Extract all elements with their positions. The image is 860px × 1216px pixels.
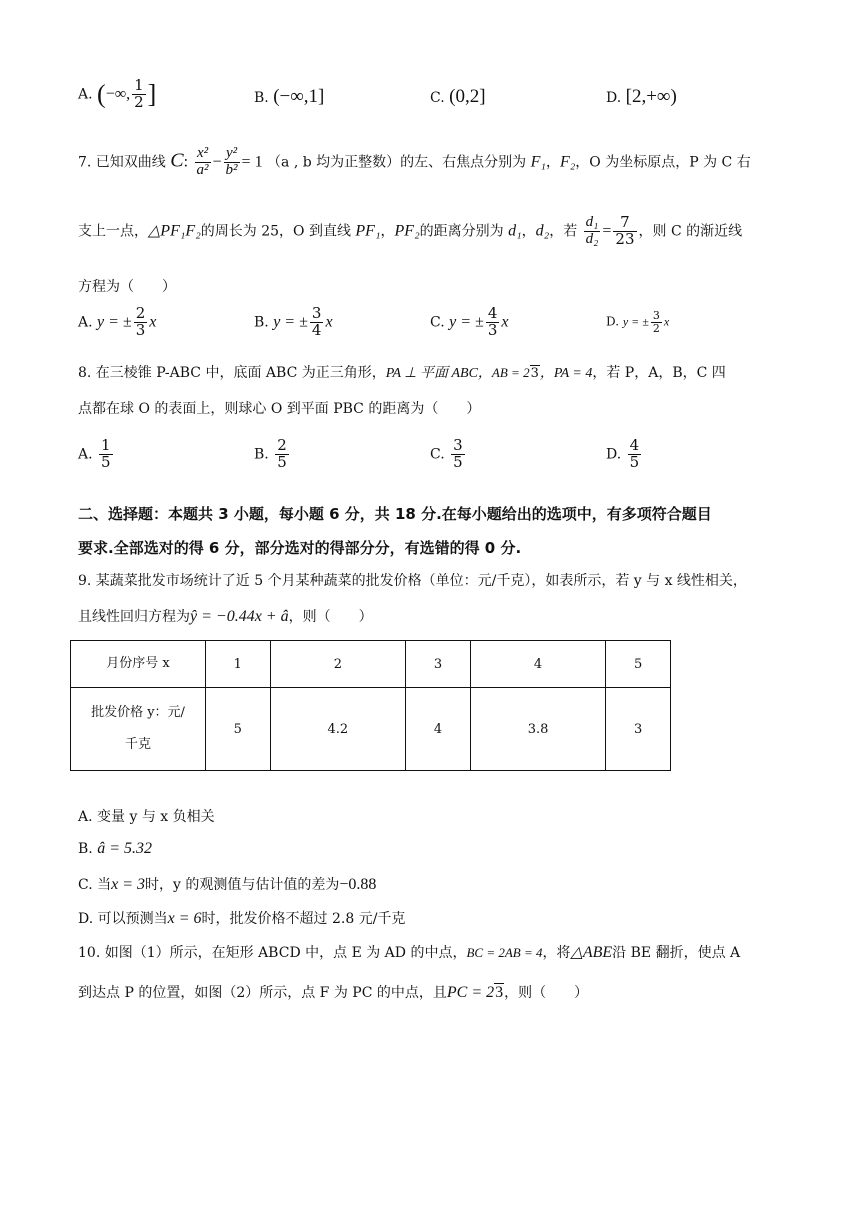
q9-option-b[interactable]: B. â = 5.32: [78, 840, 152, 857]
q9-stem-line2: 且线性回归方程为ŷ = −0.44x + â，则（ ）: [78, 608, 373, 625]
q7-option-d[interactable]: D. y = ± $\frac{3}{2}$ x: [606, 309, 670, 335]
section-heading-line1: 二、选择题：本题共 3 小题，每小题 6 分，共 18 分.在每小题给出的选项中，有多项符合题目: [78, 505, 712, 523]
q9-option-a[interactable]: A. 变量 y 与 x 负相关: [78, 809, 215, 825]
table-cell: 4.2: [270, 688, 406, 771]
section-heading-line2: 要求.全部选对的得 6 分，部分选对的得部分分，有选错的得 0 分.: [78, 539, 522, 557]
table-cell: 5: [606, 641, 671, 688]
table-cell: 3: [606, 688, 671, 771]
q9-stem-line1: 9. 某蔬菜批发市场统计了近 5 个月某种蔬菜的批发价格（单位：元/千克），如表所示，若 y 与 x 线性相关，: [78, 573, 747, 589]
table-cell: 3.8: [470, 688, 606, 771]
q8-option-b[interactable]: B. $\frac{2}{5}$: [254, 436, 287, 471]
q6-option-d[interactable]: D. [2,+∞): [606, 86, 677, 107]
q7-stem-line2: 支上一点，△PF₁F₂的周长为 25，O 到直线 PF₁，PF₂的距离分别为 d₁，d₂，若 $\frac{\text{d₁}}{\text{d₂}}$ = $\frac{7}{23}$ ，则 C 的渐近线: [78, 213, 743, 248]
table-header-month: 月份序号 x: [71, 641, 206, 688]
q7-option-b[interactable]: B. y = ± $\frac{3}{4}$ x: [254, 304, 333, 339]
table-row: [71, 641, 671, 688]
q7-stem-line1: 7. 已知双曲线 C: $\frac{\text{x²}}{\text{a²}}$ − $\frac{\text{y²}}{\text{b²}}$ = 1 （a , b 均为正整数）的左、右焦点分别为 F₁，F₂，O 为坐标原点，P 为 C 右: [78, 145, 751, 178]
price-table: [70, 640, 671, 771]
table-cell: 1: [206, 641, 271, 688]
q6-option-a[interactable]: A. (−∞, $\frac{1}{2}$ ]: [78, 76, 157, 111]
table-cell: 5: [206, 688, 271, 771]
q7-option-a[interactable]: A. y = ± $\frac{2}{3}$ x: [78, 304, 157, 339]
fraction: $\frac{1}{2}$: [134, 76, 144, 111]
q7-stem-line3: 方程为（ ）: [78, 279, 176, 295]
q8-option-d[interactable]: D. $\frac{4}{5}$: [606, 436, 640, 471]
table-cell: 4: [406, 688, 471, 771]
q9-option-d[interactable]: D. 可以预测当x = 6时，批发价格不超过 2.8 元/千克: [78, 910, 406, 927]
table-cell: 2: [270, 641, 406, 688]
q8-option-a[interactable]: A. $\frac{1}{5}$: [78, 436, 111, 471]
table-header-price: 批发价格 y：元/ 千克: [71, 688, 206, 771]
q8-option-c[interactable]: C. $\frac{3}{5}$: [430, 436, 463, 471]
q8-stem-line2: 点都在球 O 的表面上，则球心 O 到平面 PBC 的距离为（ ）: [78, 401, 481, 417]
q9-option-c[interactable]: C. 当x = 3时，y 的观测值与估计值的差为−0.88: [78, 876, 377, 893]
q8-stem-line1: 8. 在三棱锥 P-ABC 中，底面 ABC 为正三角形，PA ⊥ 平面 ABC，AB = 23，PA = 4，若 P，A，B，C 四: [78, 365, 726, 381]
q6-option-b[interactable]: B. (−∞,1]: [254, 86, 325, 107]
q7-option-c[interactable]: C. y = ± $\frac{4}{3}$ x: [430, 304, 509, 339]
q10-stem-line1: 10. 如图（1）所示，在矩形 ABCD 中，点 E 为 AD 的中点，BC = 2AB = 4，将△ABE沿 BE 翻折，使点 A: [78, 944, 741, 961]
table-cell: 3: [406, 641, 471, 688]
table-row: [71, 688, 671, 771]
q10-stem-line2: 到达点 P 的位置，如图（2）所示，点 F 为 PC 的中点，且PC = 23，则（ ）: [78, 984, 589, 1001]
table-cell: 4: [470, 641, 606, 688]
q6-option-c[interactable]: C. (0,2]: [430, 86, 486, 107]
